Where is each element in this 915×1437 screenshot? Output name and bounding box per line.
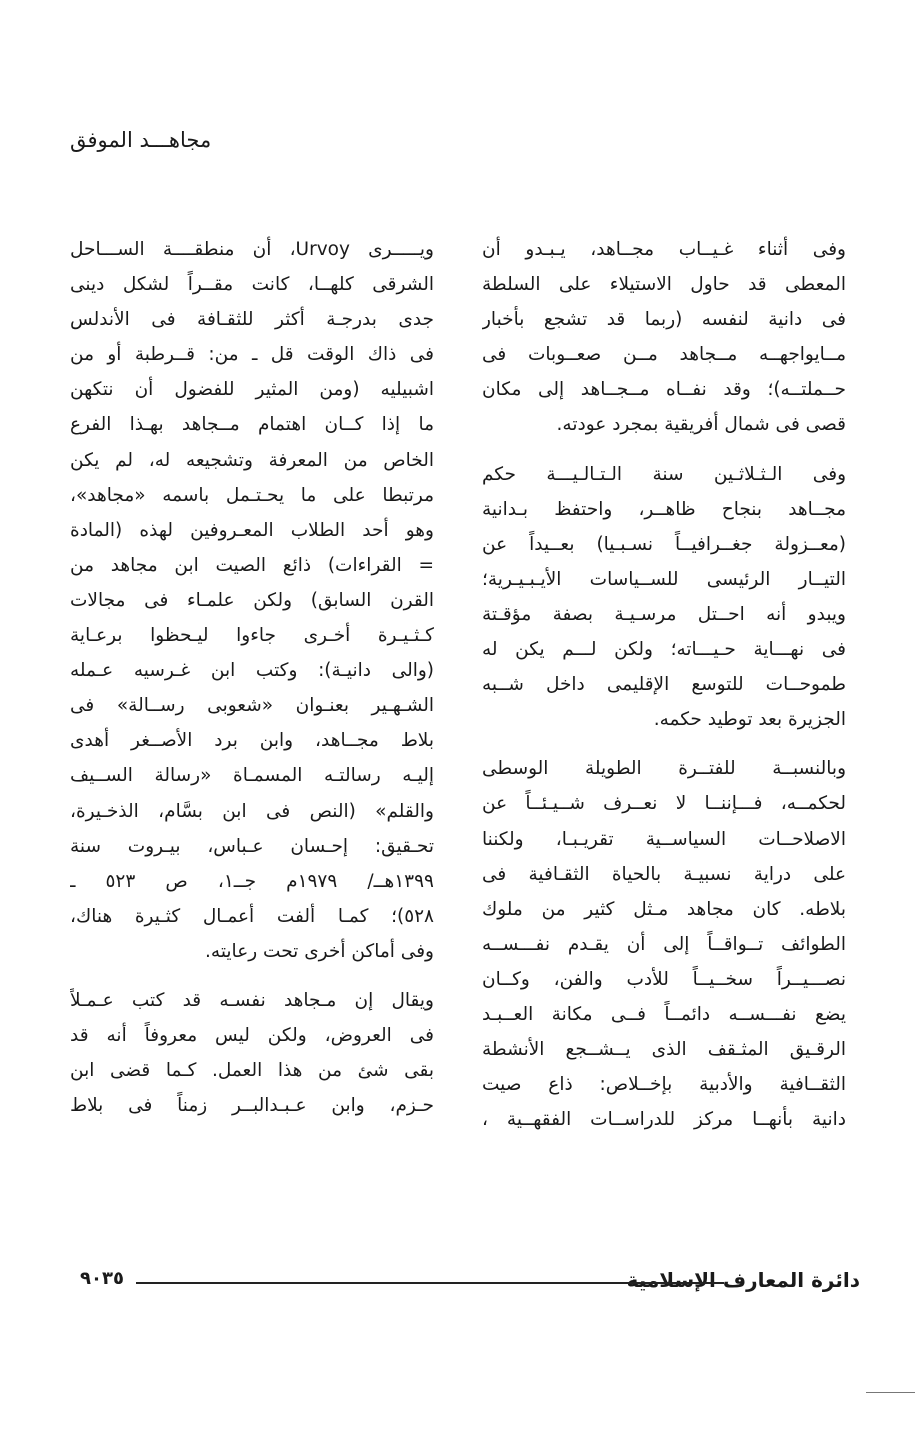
- text-line: فى دانية لنفسه (ربما قد تشجع بأخبار: [482, 309, 846, 331]
- text-line: اشبيليه (ومن المثير للفضول أن نتكهن: [70, 379, 434, 401]
- text-line: الطوائف تــواقــاً إلى أن يقـدم نفـــســه: [482, 933, 846, 955]
- text-line: (معــزولة جغــرافيــاً نسـبـيا) بعــيداً عن: [482, 533, 846, 555]
- text-line: حـزم، وابن عـبـدالبــر زمناً فى بلاط: [70, 1095, 434, 1117]
- text-line: وبالنسبــة للفتــرة الطويلة الوسطى: [482, 758, 846, 780]
- page-footer: [70, 1268, 860, 1292]
- right-column: [482, 232, 846, 1137]
- text-line: ١٣٩٩هــ/ ١٩٧٩م جــ١، ص ٥٢٣ ـ: [70, 870, 434, 892]
- text-line: وفى الـثـلاثـين سنة الـتـالـيـــة حكم: [482, 463, 846, 485]
- paragraph: [70, 232, 434, 969]
- text-line: حــملتــه)؛ وقد نفــاه مــجــاهد إلى مكان: [482, 379, 846, 401]
- text-line: الثقــافية والأدبية بإخــلاص: ذاع صيت: [482, 1074, 846, 1096]
- text-line: (والى دانيـة): وكتب ابن غـرسيه عـمله: [70, 660, 434, 682]
- text-line: فى ذاك الوقت قل ـ من: قــرطبة أو من: [70, 344, 434, 366]
- text-line: لحكمــه، فـــإننــا لا نعــرف شــيـئــاً عن: [482, 793, 846, 815]
- text-line: = القراءات) ذائع الصيت ابن مجاهد من: [70, 554, 434, 576]
- paragraph: [70, 983, 434, 1123]
- text-line: فى العروض، ولكن ليس معروفاً أنه قد: [70, 1025, 434, 1047]
- text-line: ويبدو أنه احــتل مرسـيـة بصفة مؤقـتة: [482, 603, 846, 625]
- text-line: دانية بأنهــا مركز للدراســات الفقهــية ،: [482, 1109, 846, 1131]
- text-line: الاصلاحــات السياســية تقريـبـا، ولكننا: [482, 828, 846, 850]
- paragraph: [482, 457, 846, 738]
- text-line: بلاط مجــاهد، وابن برد الأصــغر أهدى: [70, 730, 434, 752]
- scan-edge-mark: [866, 1392, 915, 1393]
- text-line: مرتبطا على ما يحـتـمل باسمه «مجاهد»،: [70, 484, 434, 506]
- text-line: جدى بدرجـة أكثر للثقـافة فى الأندلس: [70, 309, 434, 331]
- text-line: على دراية نسبيـة بالحياة الثقـافية فى: [482, 863, 846, 885]
- text-line: بقى شئ من هذا العمل. كـما قضى ابن: [70, 1060, 434, 1082]
- running-head-title: مجاهـــد الموفق: [70, 128, 212, 152]
- text-line: الشرقى كلهــا، كانت مقــراً لشكل دينى: [70, 274, 434, 296]
- text-line: وهو أحد الطلاب المعـروفين لهذه (المادة: [70, 519, 434, 541]
- text-line: ويقال إن مـجاهد نفسـه قد كتب عـمـلاً: [70, 989, 434, 1011]
- text-line: ويـــــرى Urvoy، أن منطقــــة الســـاحل: [70, 239, 434, 260]
- footer-rule: [136, 1282, 724, 1284]
- text-line: نصـــيــراً سخــيــاً للأدب والفن، وكــان: [482, 968, 846, 990]
- text-line: كـثـيـرة أخـرى جاءوا ليـحظوا برعـاية: [70, 625, 434, 647]
- text-line: يضع نفـــســه دائمــاً فــى مكانة العــبـد: [482, 1003, 846, 1025]
- text-line: التيــار الرئيسى للســياسات الأيـبـيـرية؛: [482, 568, 846, 590]
- text-line: الخاص من المعرفة وتشجيعه له، لم يكن: [70, 449, 434, 471]
- text-line: ٥٢٨)؛ كمـا ألفت أعمـال كثـيرة هناك،: [70, 905, 434, 927]
- text-line: مــايواجهــه مــجاهد مــن صعــوبات فى: [482, 344, 846, 366]
- paragraph: [482, 751, 846, 1137]
- text-line: القرن السابق) ولكن علمـاء فى مجالات: [70, 589, 434, 611]
- text-line: الجزيرة بعد توطيد حكمه.: [653, 709, 846, 731]
- text-line: طموحــات للتوسع الإقليمى داخل شــبه: [482, 674, 846, 696]
- text-line: وفى أماكن أخرى تحت رعايته.: [205, 940, 434, 962]
- page-number: ٩٠٣٥: [80, 1268, 124, 1289]
- text-line: قصى فى شمال أفريقية بمجرد عودته.: [556, 414, 846, 436]
- text-line: إليـه رسالتـه المسمـاة «رسالة الســيف: [70, 765, 434, 787]
- text-line: وفى أثناء غـيــاب مجــاهد، يـبـدو أن: [482, 239, 846, 260]
- text-line: بلاطه. كان مجاهد مـثل كثير من ملوك: [482, 898, 846, 920]
- text-line: الشـهـير بعنـوان «شعوبى رســالة» فى: [70, 695, 434, 717]
- text-line: مجــاهد بنجاح ظاهــر، واحتفظ بـدانية: [482, 498, 846, 520]
- text-line: ما إذا كــان اهتمام مــجاهد بهـذا الفرع: [70, 414, 434, 436]
- text-line: الرقـيق المثـقف الذى يــشــجع الأنشطة: [482, 1039, 846, 1061]
- publication-title: دائرة المعارف الإسلامية: [626, 1268, 860, 1292]
- paragraph: [482, 232, 846, 443]
- text-line: والقلم» (النص فى ابن بسَّام، الذخـيرة،: [70, 800, 434, 822]
- left-column: [70, 232, 434, 1123]
- text-line: تحـقيق: إحـسان عـباس، بيـروت سنة: [70, 835, 434, 857]
- text-line: المعطى قد حاول الاستيلاء على السلطة: [482, 274, 846, 296]
- text-line: فى نهـــاية حـيـــاته؛ ولكن لـــم يكن له: [482, 639, 846, 661]
